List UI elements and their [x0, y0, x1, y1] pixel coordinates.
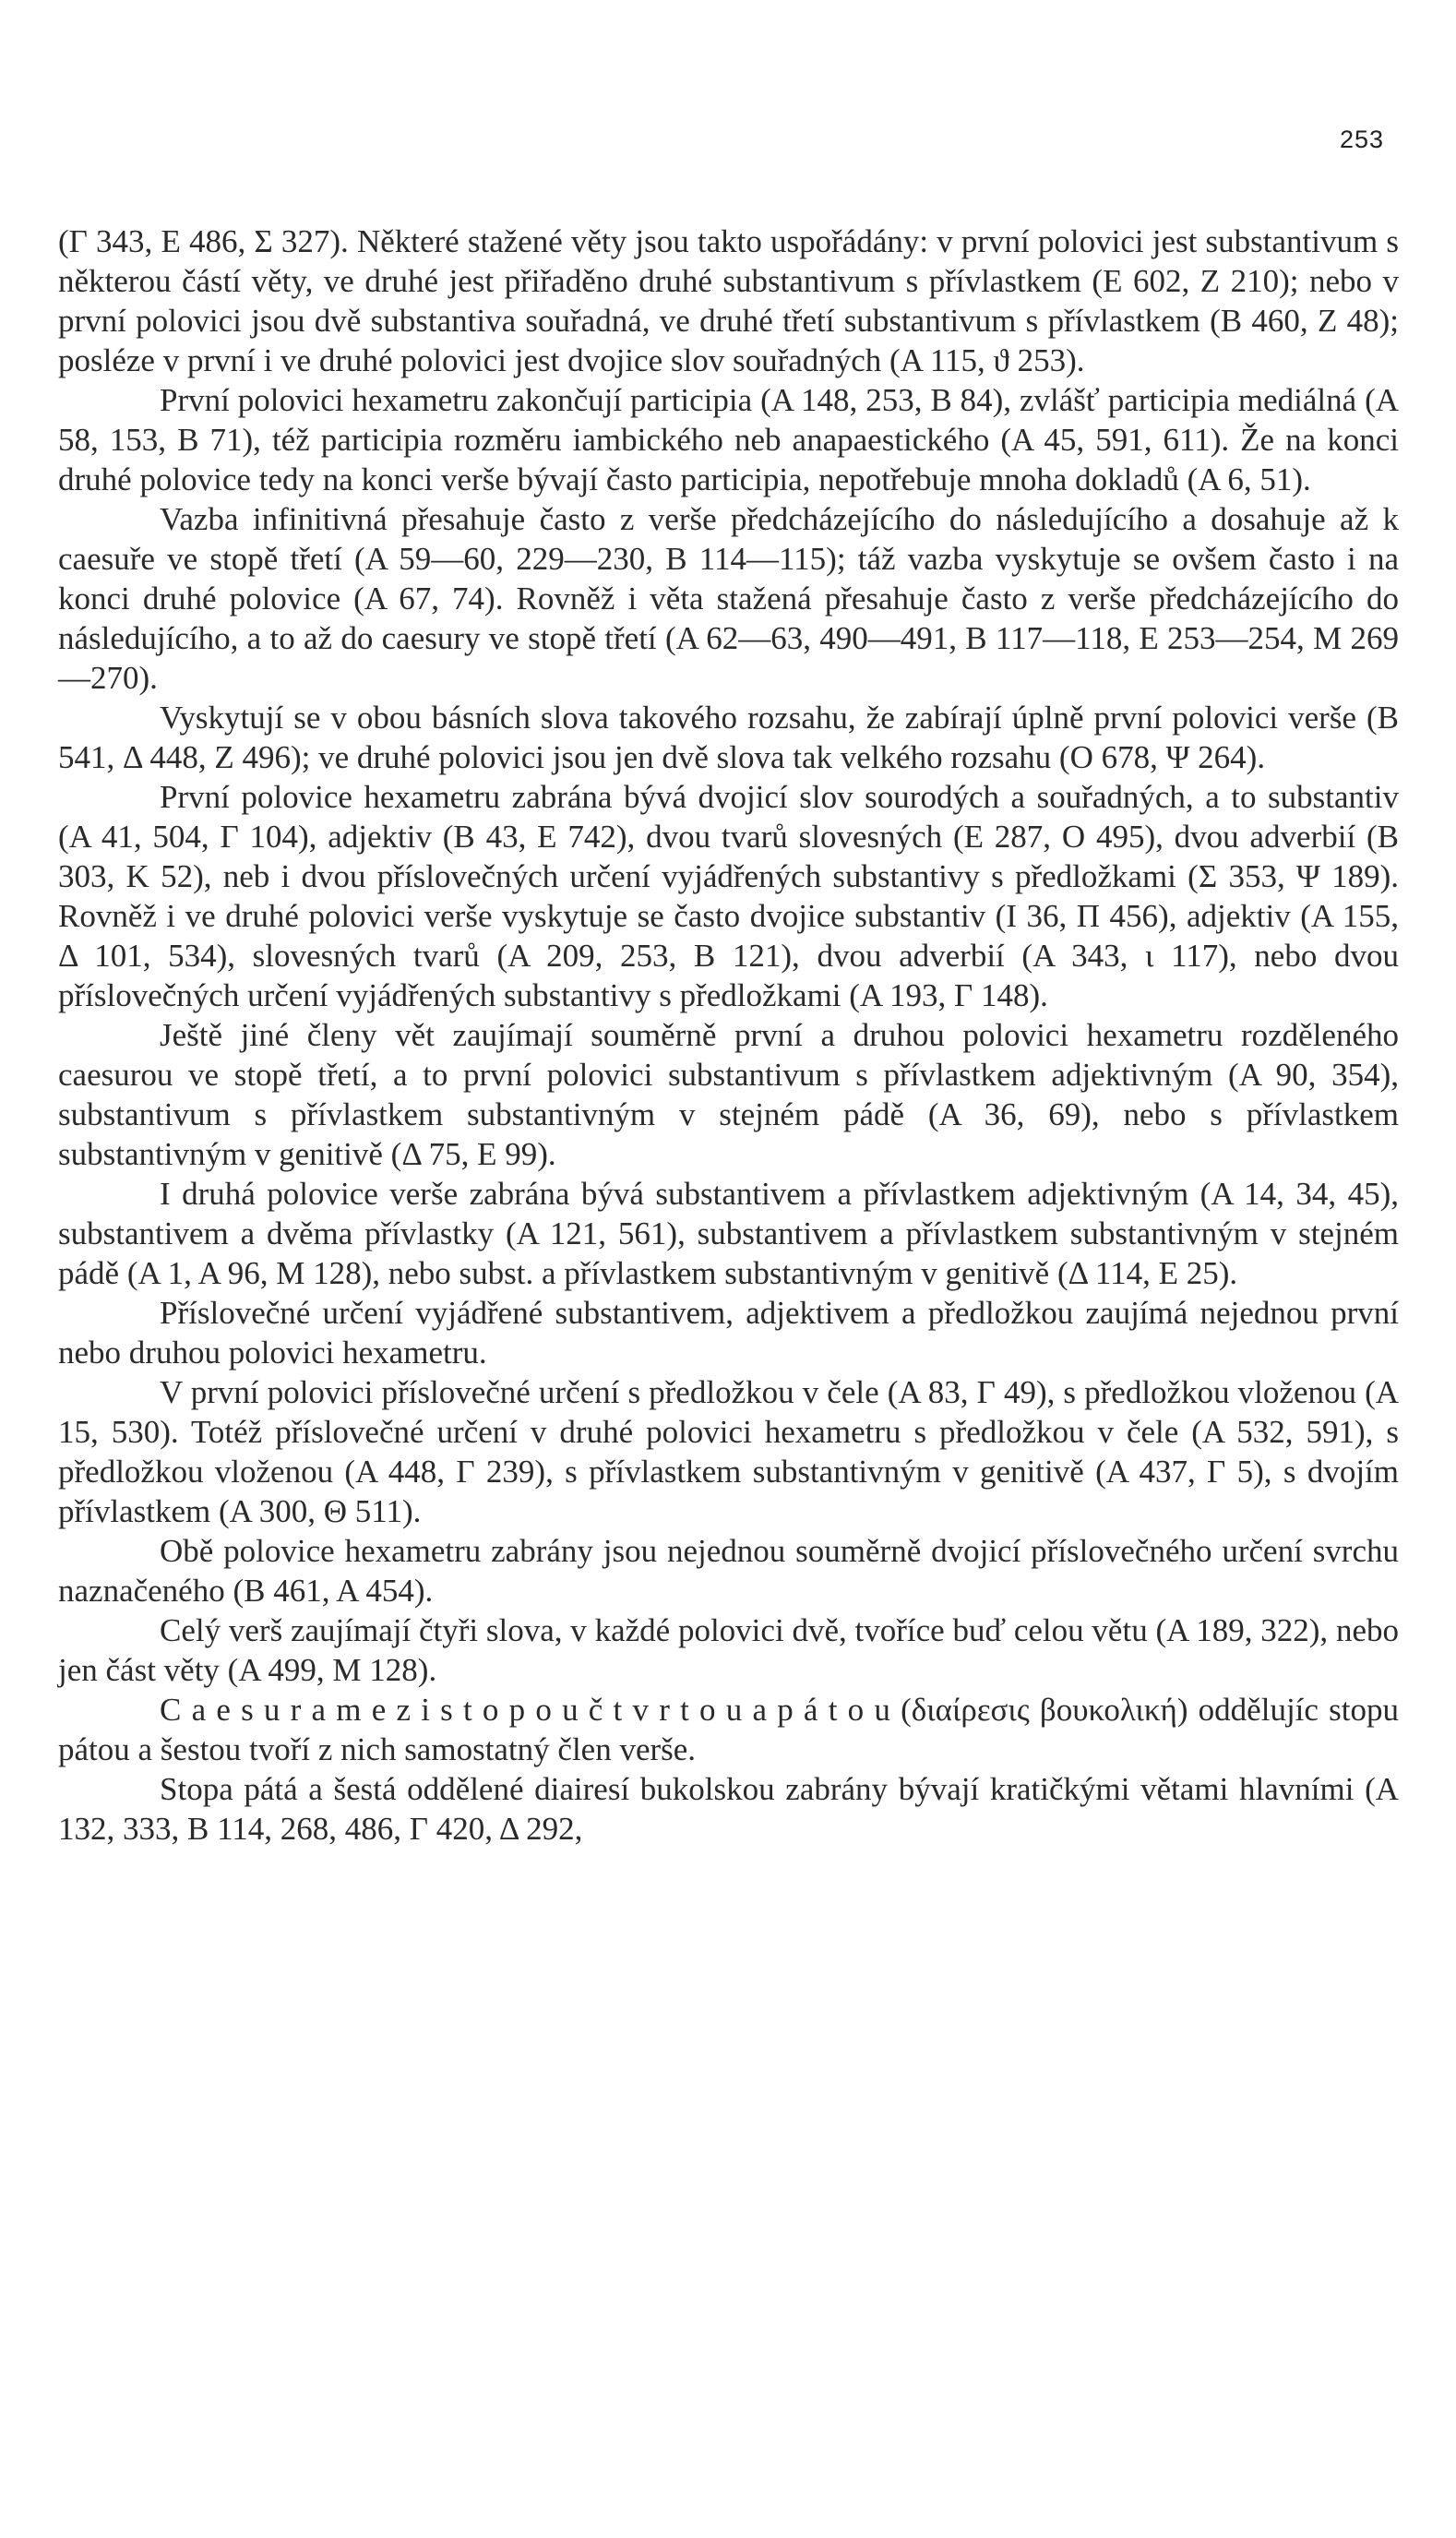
- paragraph: Celý verš zaujímají čtyři slova, v každé polovici dvě, tvoříce buď celou větu (A 189, 322), nebo jen část věty (A 499, M 128).: [58, 1612, 1399, 1688]
- paragraph: Ještě jiné členy vět zaujímají souměrně první a druhou polovici hexametru rozděleného caesurou ve stopě třetí, a to první polovici substantivum s přívlastkem adjektivným (A 90, 354), substantivum s přívlastkem substantivným v stejném pádě (A 36, 69), nebo s přívlastkem substantivným v genitivě (Δ 75, E 99).: [58, 1017, 1399, 1172]
- paragraph: V první polovici příslovečné určení s předložkou v čele (A 83, Γ 49), s předložkou vloženou (A 15, 530). Totéž příslovečné určení v druhé polovici hexametru s předložkou v čele (A 532, 591), s předložkou vloženou (A 448, Γ 239), s přívlastkem substantivným v genitivě (A 437, Γ 5), s dvojím přívlastkem (A 300, Θ 511).: [58, 1374, 1399, 1529]
- paragraph: I druhá polovice verše zabrána bývá substantivem a přívlastkem adjektivným (A 14, 34, 45), substantivem a dvěma přívlastky (A 121, 561), substantivem a přívlastkem substantivným v stejném pádě (A 1, A 96, M 128), nebo subst. a přívlastkem substantivným v genitivě (Δ 114, E 25).: [58, 1176, 1399, 1291]
- paragraph: C a e s u r a m e z i s t o p o u č t v r t o u a p á t o u (διαίρεσις βουκολική) oddělujíc stopu pátou a šestou tvoří z nich samostatný člen verše.: [58, 1692, 1399, 1767]
- body-text: [58, 221, 1399, 1849]
- paragraph: První polovice hexametru zabrána bývá dvojicí slov sourodých a souřadných, a to substantiv (A 41, 504, Γ 104), adjektiv (B 43, E 742), dvou tvarů slovesných (E 287, O 495), dvou adverbií (B 303, K 52), neb i dvou příslovečných určení vyjádřených substantivy s předložkami (Σ 353, Ψ 189). Rovněž i ve druhé polovici verše vyskytuje se často dvojice substantiv (I 36, Π 456), adjektiv (A 155, Δ 101, 534), slovesných tvarů (A 209, 253, B 121), dvou adverbií (A 343, ι 117), nebo dvou příslovečných určení vyjádřených substantivy s předložkami (A 193, Γ 148).: [58, 779, 1399, 1013]
- paragraph: Příslovečné určení vyjádřené substantivem, adjektivem a předložkou zaujímá nejednou první nebo druhou polovici hexametru.: [58, 1295, 1399, 1371]
- paragraph: Vyskytují se v obou básních slova takového rozsahu, že zabírají úplně první polovici verše (B 541, Δ 448, Z 496); ve druhé polovici jsou jen dvě slova tak velkého rozsahu (O 678, Ψ 264).: [58, 700, 1399, 775]
- page-number: 253: [1339, 126, 1384, 153]
- paragraph: Vazba infinitivná přesahuje často z verše předcházejícího do následujícího a dosahuje až k caesuře ve stopě třetí (A 59—60, 229—230, B 114—115); táž vazba vyskytuje se ovšem často i na konci druhé polovice (A 67, 74). Rovněž i věta stažená přesahuje často z verše předcházejícího do následujícího, a to až do caesury ve stopě třetí (A 62—63, 490—491, B 117—118, E 253—254, M 269—270).: [58, 501, 1399, 696]
- paragraph: Stopa pátá a šestá oddělené diairesí bukolskou zabrány bývají kratičkými větami hlavními (A 132, 333, B 114, 268, 486, Γ 420, Δ 292,: [58, 1771, 1399, 1847]
- paragraph: Obě polovice hexametru zabrány jsou nejednou souměrně dvojicí příslovečného určení svrchu naznačeného (B 461, A 454).: [58, 1533, 1399, 1609]
- paragraph: První polovici hexametru zakončují participia (A 148, 253, B 84), zvlášť participia mediálná (A 58, 153, B 71), též participia rozměru iambického neb anapaestického (A 45, 591, 611). Že na konci druhé polovice tedy na konci verše bývají často participia, nepotřebuje mnoha dokladů (A 6, 51).: [58, 382, 1399, 497]
- paragraph: (Γ 343, E 486, Σ 327). Některé stažené věty jsou takto uspořádány: v první polovici jest substantivum s některou částí věty, ve druhé jest přiřaděno druhé substantivum s přívlastkem (E 602, Z 210); nebo v první polovici jsou dvě substantiva souřadná, ve druhé třetí substantivum s přívlastkem (B 460, Z 48); posléze v první i ve druhé polovici jest dvojice slov souřadných (A 115, ϑ 253).: [58, 223, 1399, 378]
